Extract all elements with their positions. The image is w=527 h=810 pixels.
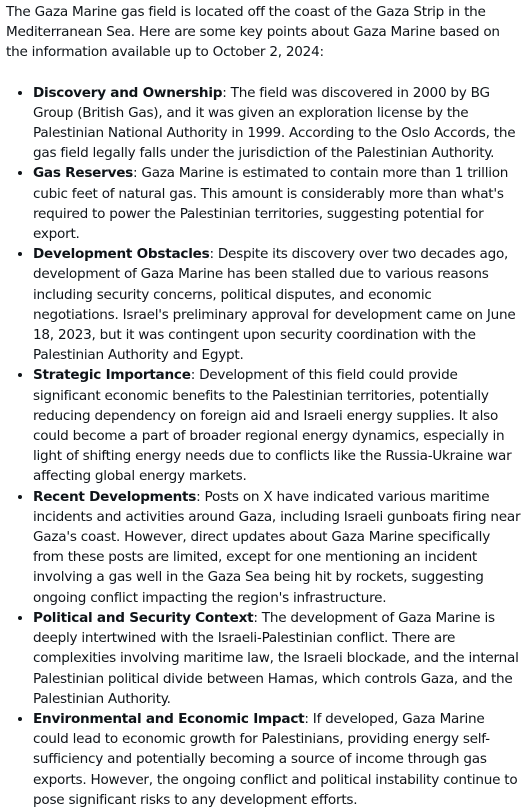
point-heading: Environmental and Economic Impact bbox=[33, 710, 305, 727]
point-heading: Political and Security Context bbox=[33, 609, 254, 626]
point-heading: Recent Developments bbox=[33, 488, 197, 505]
intro-paragraph: The Gaza Marine gas field is located off the coast of the Gaza Strip in the Mediterranean Sea. Here are some key points about Gaza Marine based on the information available up to October 2, 2024: bbox=[6, 4, 500, 61]
list-item bbox=[33, 709, 521, 810]
point-text: : Gaza Marine is estimated to contain more than 1 trillion cubic feet of natural gas. This amount is considerably more than what's required to power the Palestinian territories, suggesting potential for export. bbox=[33, 165, 509, 243]
point-text: : If developed, Gaza Marine could lead to economic growth for Palestinians, providing energy self-sufficiency and potentially becoming a source of income through gas exports. However, the ongoing conflict and political instability continue to pose significant risks to any development efforts. bbox=[33, 710, 518, 808]
point-heading: Gas Reserves bbox=[33, 165, 134, 182]
point-heading: Discovery and Ownership bbox=[33, 84, 223, 101]
list-item bbox=[33, 365, 521, 486]
point-text: : Despite its discovery over two decades ago, development of Gaza Marine has been stalled due to various reasons including security concerns, political disputes, and economic negotiations. Israel's preliminary approval for development came on June 18, 2023, but it was contingent upon security coordination with the Palestinian Authority and Egypt. bbox=[33, 246, 516, 364]
point-heading: Strategic Importance bbox=[33, 367, 191, 384]
list-item bbox=[33, 83, 521, 164]
list-item bbox=[33, 163, 521, 244]
point-text: : The development of Gaza Marine is deeply intertwined with the Israeli-Palestinian conflict. There are complexities involving maritime law, the Israeli blockade, and the internal Palestinian political divide between Hamas, which controls Gaza, and the Palestinian Authority. bbox=[33, 609, 519, 707]
point-text: : Development of this field could provide significant economic benefits to the Palestinian territories, potentially reducing dependency on foreign aid and Israeli energy supplies. It also could become a part of broader regional energy dynamics, especially in light of shifting energy needs due to conflicts like the Russia-Ukraine war affecting global energy markets. bbox=[33, 367, 512, 485]
point-text: : Posts on X have indicated various maritime incidents and activities around Gaza, including Israeli gunboats firing near Gaza's coast. However, direct updates about Gaza Marine specifically from these posts are limited, except for one mentioning an incident involving a gas well in the Gaza Sea being hit by rockets, suggesting ongoing conflict impacting the region's infrastructure. bbox=[33, 488, 521, 606]
list-item bbox=[33, 244, 521, 365]
key-points-list bbox=[6, 83, 521, 810]
point-text: : The field was discovered in 2000 by BG Group (British Gas), and it was given an exploration license by the Palestinian National Authority in 1999. According to the Oslo Accords, the gas field legally falls under the jurisdiction of the Palestinian Authority. bbox=[33, 84, 516, 162]
list-item bbox=[33, 608, 521, 709]
list-item bbox=[33, 487, 521, 608]
point-heading: Development Obstacles bbox=[33, 246, 210, 263]
